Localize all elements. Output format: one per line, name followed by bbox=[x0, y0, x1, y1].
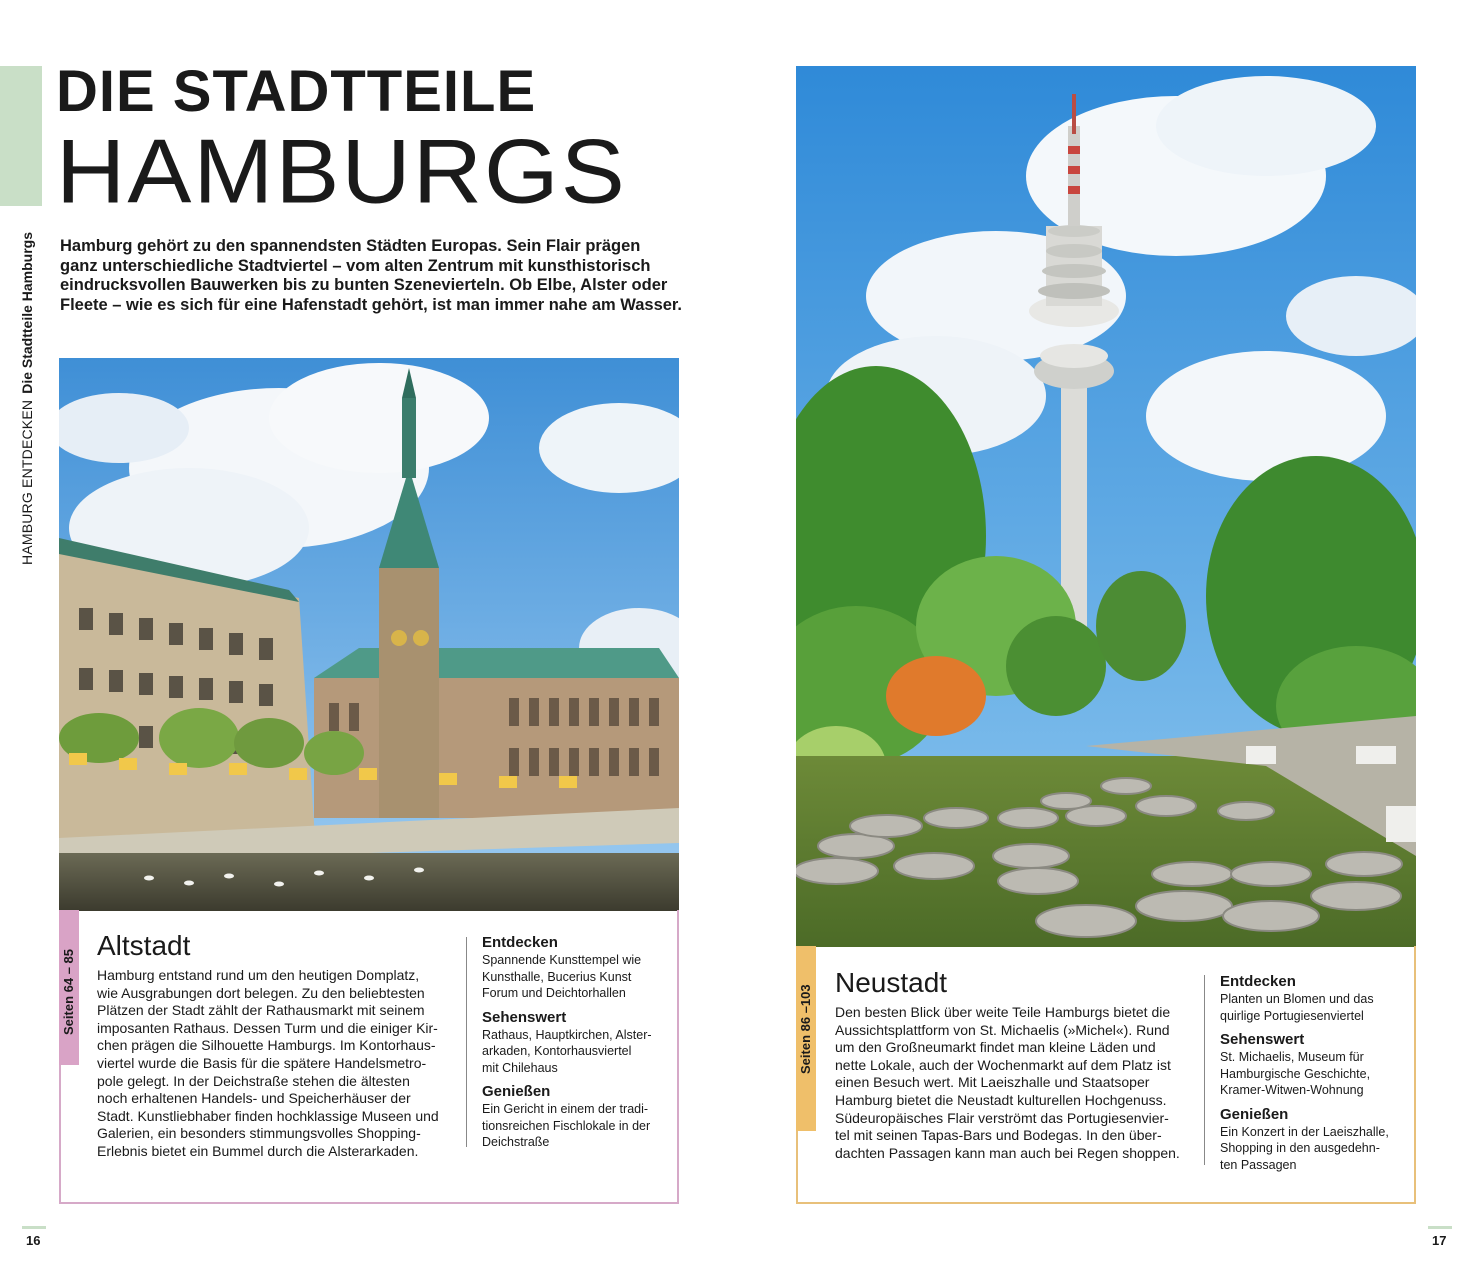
running-header-section: HAMBURG ENTDECKEN bbox=[19, 399, 35, 565]
column-divider bbox=[1204, 975, 1205, 1165]
text-line: imposanten Rathaus. Dessen Turm und die einiger Kir- bbox=[97, 1019, 438, 1036]
altstadt-description bbox=[97, 967, 457, 1161]
neustadt-park-photo bbox=[796, 66, 1416, 947]
text-line: arkaden, Kontorhausviertel bbox=[482, 1044, 632, 1058]
text-line: Hamburg bietet die Neustadt kulturellen Hochgenuss. bbox=[835, 1091, 1167, 1108]
intro-line: eindrucksvollen Bauwerken bis zu bunten Szenevierteln. Ob Elbe, Alster oder bbox=[60, 276, 668, 294]
text-line: Forum und Deichtorhallen bbox=[482, 986, 626, 1000]
text-line: Plätzen der Stadt zählt der Rathausmarkt mit seinem bbox=[97, 1002, 425, 1019]
text-line: ten Passagen bbox=[1220, 1157, 1297, 1172]
text-line: tionsreichen Fischlokale in der bbox=[482, 1118, 651, 1133]
text-line: Ein Konzert in der Laeiszhalle, bbox=[1220, 1124, 1389, 1139]
text-line: Erlebnis bietet ein Bummel durch die Alsterarkaden. bbox=[97, 1142, 419, 1159]
text-line: Planten un Blomen und das bbox=[1220, 992, 1374, 1006]
sehenswert-text bbox=[482, 1027, 672, 1077]
text-line: pole gelegt. In der Deichstraße stehen die ältesten bbox=[97, 1072, 410, 1089]
text-line: Südeuropäisches Flair verströmt das Portugiesenvier- bbox=[835, 1109, 1169, 1126]
geniessen-text bbox=[482, 1101, 672, 1151]
text-line: Hamburgische Geschichte, bbox=[1220, 1066, 1371, 1081]
sehenswert-heading: Sehenswert bbox=[482, 1008, 567, 1026]
text-line: nette Lokale, auch der Wochenmarkt auf dem Platz ist bbox=[835, 1056, 1171, 1073]
text-line: Deichstraße bbox=[482, 1135, 550, 1149]
page-title-line-1: DIE STADTTEILE bbox=[56, 59, 537, 124]
text-line: noch erhaltenen Handels- und Speicherhäuser der bbox=[97, 1090, 411, 1107]
text-line: quirlige Portugiesenviertel bbox=[1220, 1008, 1364, 1023]
running-header bbox=[14, 195, 40, 565]
geniessen-heading: Genießen bbox=[482, 1083, 551, 1100]
text-line: Hamburg entstand rund um den heutigen Domplatz, bbox=[97, 967, 420, 983]
column-divider bbox=[466, 937, 467, 1147]
text-line: viertel wurde die Basis für die spätere Handelsmetro- bbox=[97, 1054, 427, 1071]
intro-paragraph bbox=[60, 237, 700, 315]
running-header-chapter: Die Stadtteile Hamburgs bbox=[19, 231, 35, 394]
entdecken-heading: Entdecken bbox=[1220, 973, 1296, 990]
chapter-color-bar bbox=[0, 66, 42, 206]
text-line: Den besten Blick über weite Teile Hamburgs bietet die bbox=[835, 1004, 1171, 1020]
page-number-left: 16 bbox=[26, 1233, 41, 1248]
altstadt-sidebar bbox=[482, 934, 672, 1151]
entdecken-text bbox=[482, 952, 672, 1002]
text-line: Shopping in den ausgedehn- bbox=[1220, 1141, 1380, 1155]
geniessen-text bbox=[1220, 1124, 1410, 1174]
text-line: St. Michaelis, Museum für bbox=[1220, 1050, 1364, 1064]
text-line: chen prägen die Silhouette Hamburgs. Im Kontorhaus- bbox=[97, 1037, 436, 1054]
intro-line: Hamburg gehört zu den spannendsten Städten Europas. Sein Flair prägen bbox=[60, 237, 641, 255]
text-line: um den Großneumarkt findet man kleine Läden und bbox=[835, 1039, 1156, 1056]
geniessen-heading: Genießen bbox=[1220, 1105, 1289, 1123]
entdecken-heading: Entdecken bbox=[482, 934, 558, 951]
entdecken-text bbox=[1220, 991, 1410, 1024]
altstadt-rathaus-photo bbox=[59, 358, 679, 911]
neustadt-page-range: Seiten 86 –103 bbox=[798, 984, 813, 1074]
text-line: wie Ausgrabungen dort belegen. Zu den beliebtesten bbox=[97, 984, 425, 1001]
page-title-line-2: HAMBURGS bbox=[56, 120, 627, 223]
page-number-rule bbox=[22, 1226, 46, 1229]
sehenswert-text bbox=[1220, 1049, 1410, 1099]
text-line: tel mit seinen Tapas-Bars und Bodegas. In den über- bbox=[835, 1127, 1162, 1144]
text-line: Stadt. Kunstliebhaber finden hochklassige Museen und bbox=[97, 1107, 439, 1124]
text-line: dachten Passagen kann man auch bei Regen shoppen. bbox=[835, 1144, 1180, 1161]
intro-line: Fleete – wie es sich für eine Hafenstadt gehört, ist man immer nahe am Wasser. bbox=[60, 295, 683, 314]
neustadt-heading: Neustadt bbox=[835, 967, 948, 998]
text-line: Spannende Kunsttempel wie bbox=[482, 953, 642, 967]
text-line: mit Chilehaus bbox=[482, 1060, 558, 1075]
altstadt-page-range: Seiten 64 – 85 bbox=[61, 949, 76, 1035]
text-line: Galerien, ein besonders stimmungsvolles Shopping- bbox=[97, 1125, 421, 1142]
sehenswert-heading: Sehenswert bbox=[1220, 1031, 1305, 1048]
text-line: Kunsthalle, Bucerius Kunst bbox=[482, 969, 632, 984]
neustadt-sidebar bbox=[1220, 973, 1410, 1173]
text-line: Kramer-Witwen-Wohnung bbox=[1220, 1083, 1364, 1097]
page-number-rule bbox=[1428, 1226, 1452, 1229]
neustadt-description bbox=[835, 1004, 1195, 1162]
altstadt-page-tab bbox=[59, 910, 79, 1065]
text-line: Ein Gericht in einem der tradi- bbox=[482, 1102, 649, 1116]
intro-line: ganz unterschiedliche Stadtviertel – vom alten Zentrum mit kunsthistorisch bbox=[60, 256, 651, 275]
neustadt-page-tab bbox=[796, 946, 816, 1131]
altstadt-heading: Altstadt bbox=[97, 930, 191, 961]
text-line: Aussichtsplattform von St. Michaelis (»Michel«). Rund bbox=[835, 1021, 1170, 1038]
page-number-right: 17 bbox=[1432, 1233, 1447, 1248]
text-line: einen Besuch wert. Mit Laeiszhalle und Staatsoper bbox=[835, 1074, 1150, 1091]
text-line: Rathaus, Hauptkirchen, Alster- bbox=[482, 1027, 652, 1042]
